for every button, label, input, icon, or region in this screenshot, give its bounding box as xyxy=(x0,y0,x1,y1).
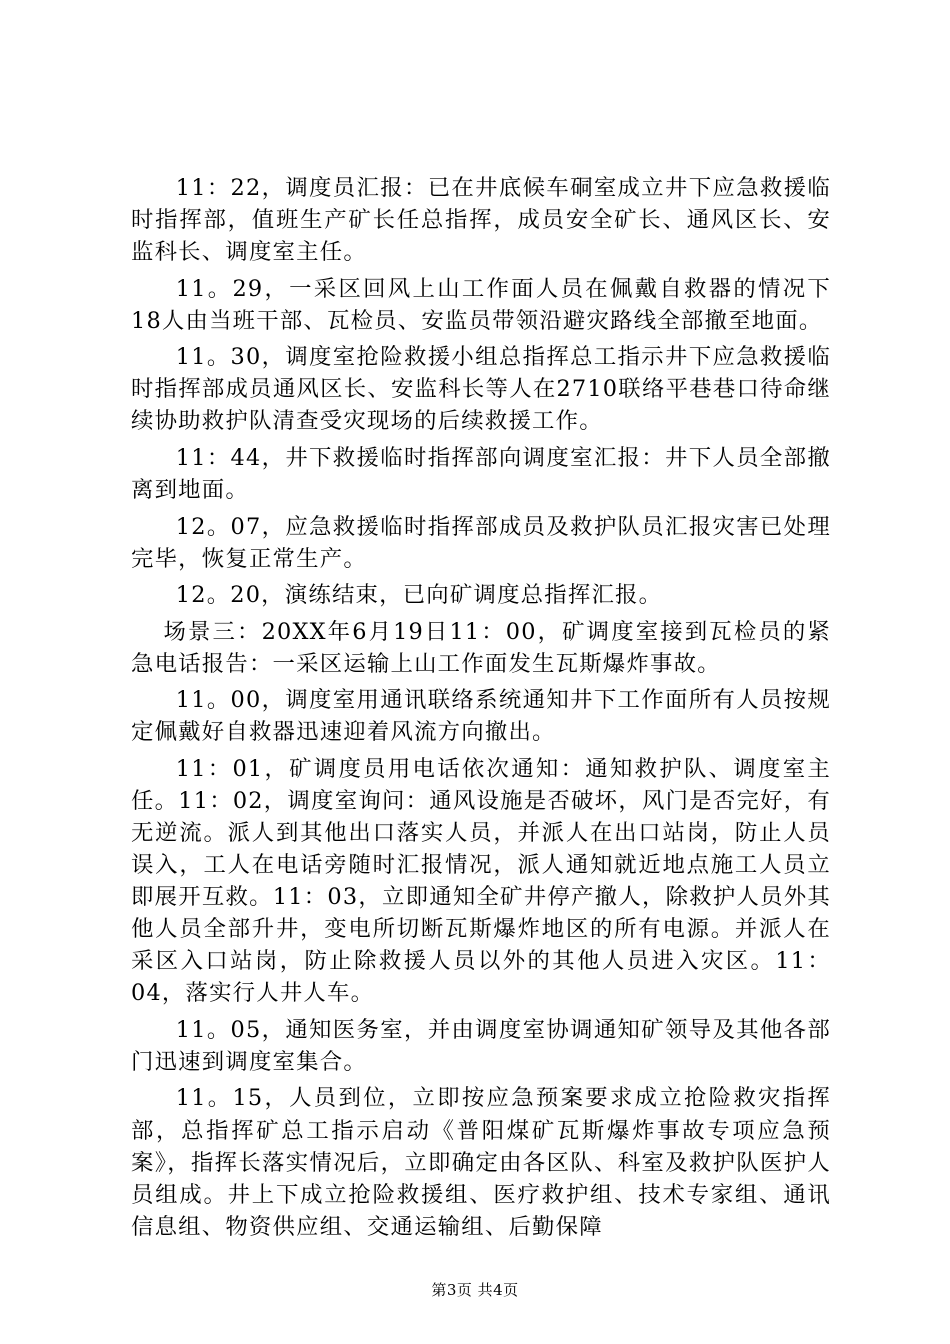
paragraph-1: 11：22，调度员汇报：已在井底候车硐室成立井下应急救援临时指挥部，值班生产矿长任总指挥，成员安全矿长、通风区长、安监科长、调度室主任。 xyxy=(131,175,831,266)
paragraph-4: 11：44，井下救援临时指挥部向调度室汇报：井下人员全部撤离到地面。 xyxy=(131,444,831,504)
paragraph-3: 11。30，调度室抢险救援小组总指挥总工指示井下应急救援临时指挥部成员通风区长、安监科长等人在2710联络平巷巷口待命继续协助救护队清查受灾现场的后续救援工作。 xyxy=(131,344,831,435)
page-number-label: 第3页 共4页 xyxy=(431,1281,519,1299)
paragraph-2: 11。29，一采区回风上山工作面人员在佩戴自救器的情况下18人由当班干部、瓦检员、安监员带领沿避灾路线全部撤至地面。 xyxy=(131,275,831,334)
paragraph-5: 12。07，应急救援临时指挥部成员及救护队员汇报灾害已处理完毕，恢复正常生产。 xyxy=(131,513,831,572)
paragraph-8: 11。00，调度室用通讯联络系统通知井下工作面所有人员按规定佩戴好自救器迅速迎着风流方向撤出。 xyxy=(131,687,831,746)
paragraph-10: 11。05，通知医务室，并由调度室协调通知矿领导及其他各部门迅速到调度室集合。 xyxy=(131,1016,831,1075)
page-footer xyxy=(0,1280,950,1300)
paragraph-9: 11：01，矿调度员用电话依次通知：通知救护队、调度室主任。11：02，调度室询问：通风设施是否破坏，风门是否完好，有无逆流。派人到其他出口落实人员，并派人在出口站岗，防止人员误入，工人在电话旁随时汇报情况，派人通知就近地点施工人员立即展开互救。11：03，立即通知全矿井停产撤人，除救护人员外其他人员全部升井，变电所切断瓦斯爆炸地区的所有电源。并派人在采区入口站岗，防止除救援人员以外的其他人员进入灾区。11：04，落实行人井人车。 xyxy=(131,755,831,1007)
paragraph-7: 场景三：20XX年6月19日11：00，矿调度室接到瓦检员的紧急电话报告：一采区运输上山工作面发生瓦斯爆炸事故。 xyxy=(131,618,831,677)
document-body xyxy=(131,172,831,1243)
paragraph-6: 12。20，演练结束，已向矿调度总指挥汇报。 xyxy=(175,582,663,609)
paragraph-11: 11。15，人员到位，立即按应急预案要求成立抢险救灾指挥部，总指挥矿总工指示启动《普阳煤矿瓦斯爆炸事故专项应急预案》，指挥长落实情况后，立即确定由各区队、科室及救护队医护人员组成。井上下成立抢险救援组、医疗救护组、技术专家组、通讯信息组、物资供应组、交通运输组、后勤保障 xyxy=(131,1085,831,1240)
